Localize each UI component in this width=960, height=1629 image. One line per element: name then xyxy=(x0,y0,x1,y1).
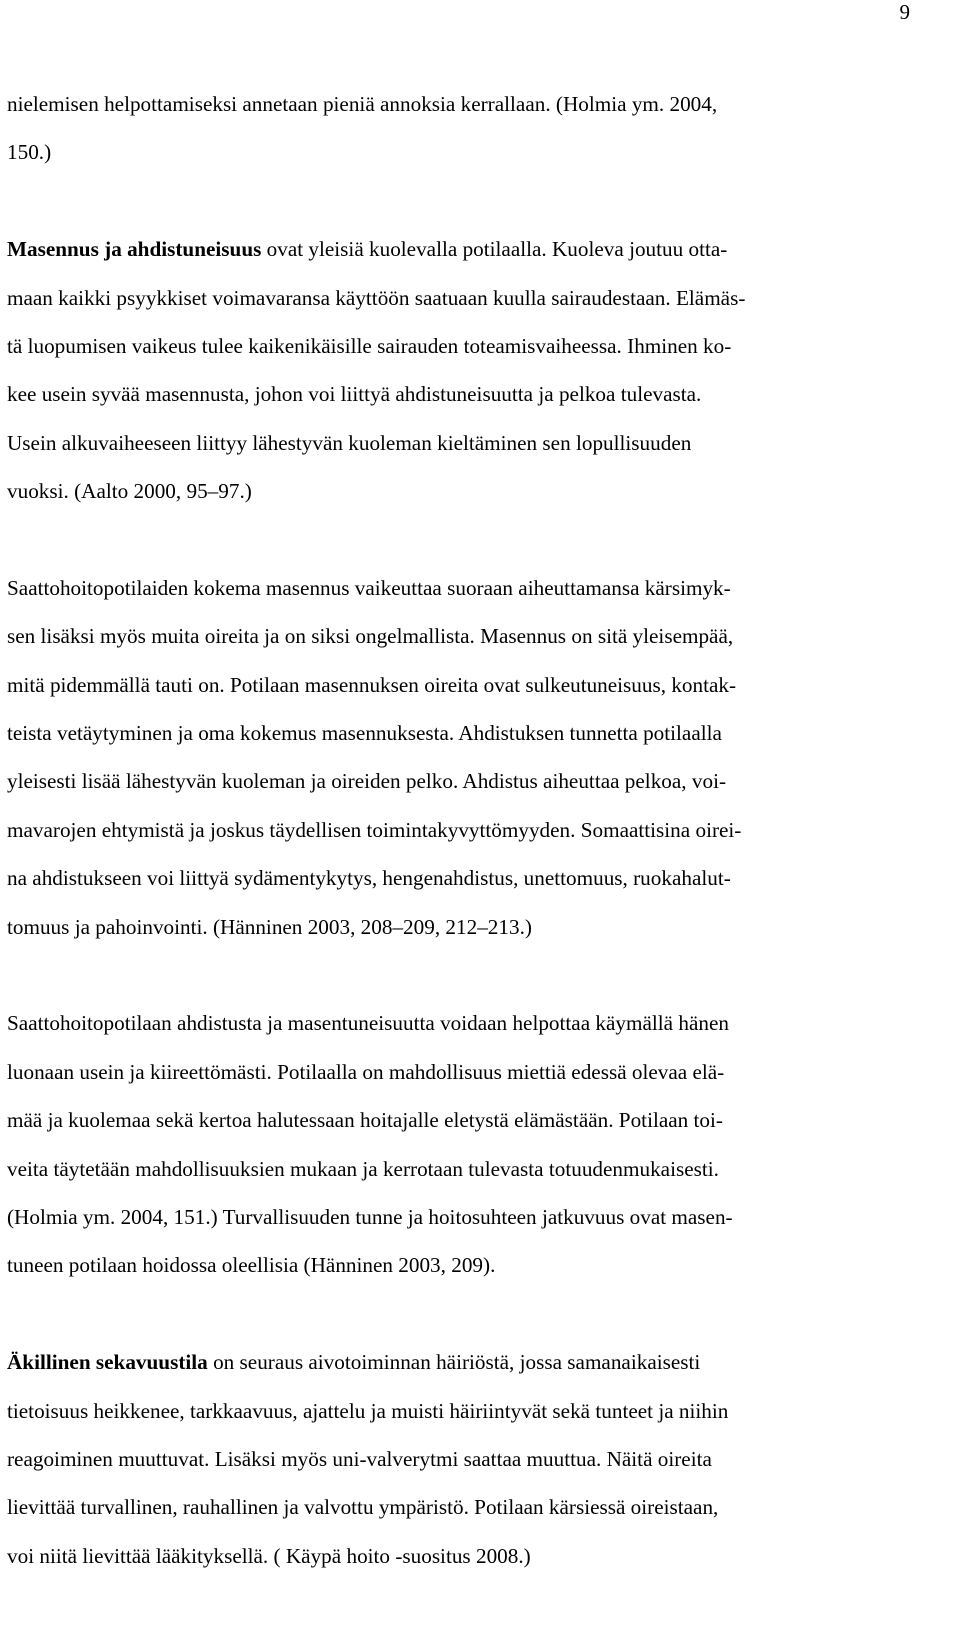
text-line: tietoisuus heikkenee, tarkkaavuus, ajattelu ja muisti häiriintyvät sekä tunteet ja niihin xyxy=(7,1398,729,1423)
paragraph-2 xyxy=(7,225,947,515)
text-line xyxy=(7,1338,947,1386)
bold-term: Masennus ja ahdistuneisuus xyxy=(7,237,262,262)
text-line: voi niitä lievittää lääkityksellä. ( Käypä hoito -suositus 2008.) xyxy=(7,1543,531,1568)
text-line xyxy=(7,225,947,273)
text-line: veita täytetään mahdollisuuksien mukaan ja kerrotaan tulevasta totuudenmukaisesti. xyxy=(7,1156,719,1181)
text-line: yleisesti lisää lähestyvän kuoleman ja oireiden pelko. Ahdistus aiheuttaa pelkoa, voi- xyxy=(7,769,727,794)
text-line: mitä pidemmällä tauti on. Potilaan masennuksen oireita ovat sulkeutuneisuus, kontak- xyxy=(7,672,737,697)
text-line: reagoiminen muuttuvat. Lisäksi myös uni-valverytmi saattaa muuttua. Näitä oireita xyxy=(7,1446,712,1471)
text-line: kee usein syvää masennusta, johon voi liittyä ahdistuneisuutta ja pelkoa tulevasta. xyxy=(7,382,702,407)
text-line: luonaan usein ja kiireettömästi. Potilaalla on mahdollisuus miettiä edessä olevaa elä- xyxy=(7,1059,725,1084)
text-line: (Holmia ym. 2004, 151.) Turvallisuuden tunne ja hoitosuhteen jatkuvuus ovat masen- xyxy=(7,1204,733,1229)
text-line: 150.) xyxy=(7,140,52,165)
text-line: tuneen potilaan hoidossa oleellisia (Hänninen 2003, 209). xyxy=(7,1253,496,1278)
text-line: Saattohoitopotilaiden kokema masennus vaikeuttaa suoraan aiheuttamansa kärsimyk- xyxy=(7,575,731,600)
paragraph-1 xyxy=(7,80,947,177)
text-line: mää ja kuolemaa sekä kertoa halutessaan hoitajalle eletystä elämästään. Potilaan toi- xyxy=(7,1108,723,1133)
paragraph-5 xyxy=(7,1338,947,1580)
text-line: tä luopumisen vaikeus tulee kaikenikäisille sairauden toteamisvaiheessa. Ihminen ko- xyxy=(7,333,732,358)
text-line: teista vetäytyminen ja oma kokemus masennuksesta. Ahdistuksen tunnetta potilaalla xyxy=(7,721,722,746)
page-number: 9 xyxy=(899,0,910,24)
text-line: vuoksi. (Aalto 2000, 95–97.) xyxy=(7,479,252,504)
document-body xyxy=(7,80,947,1629)
text-line: lievittää turvallinen, rauhallinen ja valvottu ympäristö. Potilaan kärsiessä oireistaan, xyxy=(7,1495,719,1520)
paragraph-3 xyxy=(7,564,947,951)
text-line: tomuus ja pahoinvointi. (Hänninen 2003, 208–209, 212–213.) xyxy=(7,914,532,939)
bold-term: Äkillinen sekavuustila xyxy=(7,1350,208,1375)
text-line: maan kaikki psyykkiset voimavaransa käyttöön saatuaan kuulla sairaudestaan. Elämäs- xyxy=(7,285,746,310)
text-line: na ahdistukseen voi liittyä sydämentykytys, hengenahdistus, unettomuus, ruokahalut- xyxy=(7,866,731,891)
text-line: sen lisäksi myös muita oireita ja on siksi ongelmallista. Masennus on sitä yleisempää, xyxy=(7,624,734,649)
text-fragment: ovat yleisiä kuolevalla potilaalla. Kuoleva joutuu otta- xyxy=(261,237,728,262)
text-line: Usein alkuvaiheeseen liittyy lähestyvän kuoleman kieltäminen sen lopullisuuden xyxy=(7,430,692,455)
text-line: nielemisen helpottamiseksi annetaan pieniä annoksia kerrallaan. (Holmia ym. 2004, xyxy=(7,92,718,116)
text-line: Saattohoitopotilaan ahdistusta ja masentuneisuutta voidaan helpottaa käymällä hänen xyxy=(7,1011,729,1036)
text-line: mavarojen ehtymistä ja joskus täydellisen toimintakyvyttömyyden. Somaattisina oirei- xyxy=(7,817,742,842)
paragraph-4 xyxy=(7,999,947,1289)
text-fragment: on seuraus aivotoiminnan häiriöstä, jossa samanaikaisesti xyxy=(207,1350,701,1375)
